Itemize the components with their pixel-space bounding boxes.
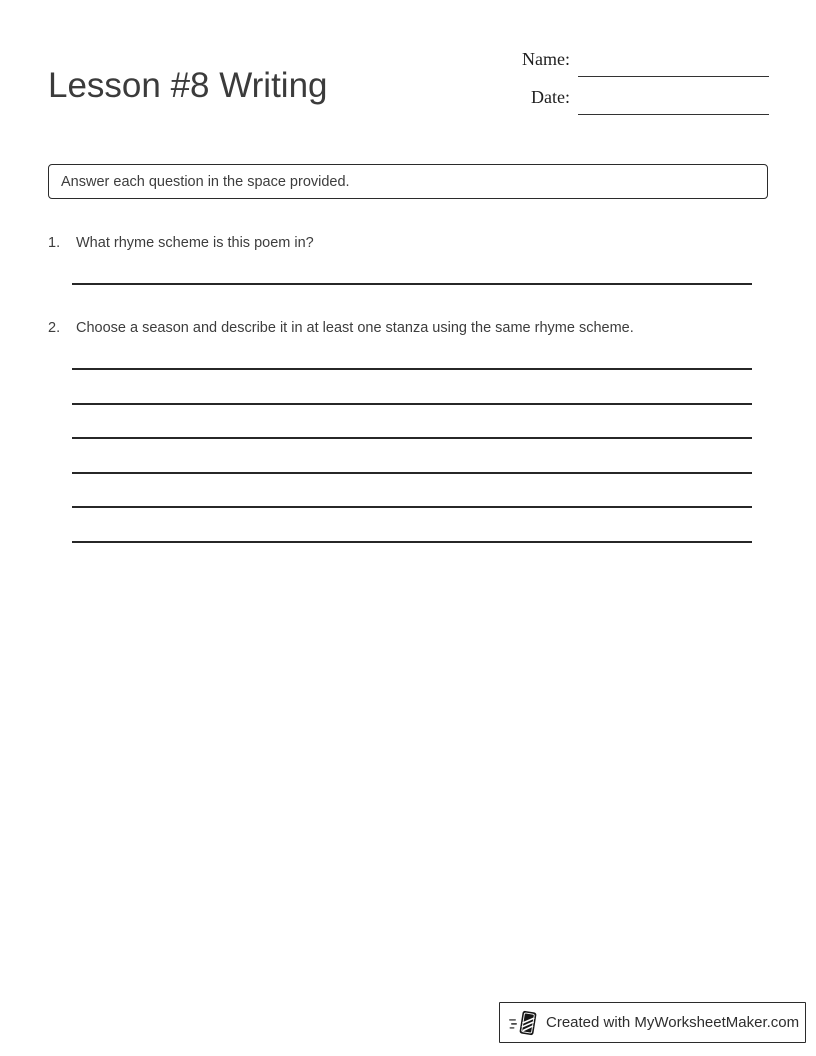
answer-blank-line (72, 472, 752, 474)
question-number: 1. (48, 235, 61, 251)
question-1 (0, 232, 816, 285)
date-blank-line (578, 87, 769, 115)
answer-blank-line (72, 368, 752, 370)
header-fields (510, 50, 769, 126)
instructions-text: Answer each question in the space provided. (61, 173, 350, 190)
page-title: Lesson #8 Writing (48, 66, 328, 106)
footer-credit-link[interactable] (499, 1002, 806, 1043)
question-text: Choose a season and describe it in at least one stanza using the same rhyme scheme. (76, 320, 634, 336)
question-row (0, 317, 816, 339)
name-field-row (510, 50, 769, 77)
question-text: What rhyme scheme is this poem in? (76, 235, 314, 251)
question-2 (0, 317, 816, 543)
date-label: Date: (531, 87, 570, 108)
answer-blank-line (72, 541, 752, 543)
answer-blank-line (72, 506, 752, 508)
flying-worksheet-icon (508, 1007, 540, 1039)
answer-blank-line (72, 283, 752, 285)
question-number: 2. (48, 320, 61, 336)
instructions-box (48, 164, 768, 199)
footer-credit-text: Created with MyWorksheetMaker.com (546, 1014, 800, 1031)
name-blank-line (578, 49, 769, 77)
questions-section (0, 232, 816, 575)
answer-blank-line (72, 437, 752, 439)
name-label: Name: (522, 49, 570, 70)
date-field-row (510, 88, 769, 115)
answer-blank-line (72, 403, 752, 405)
question-row (0, 232, 816, 254)
